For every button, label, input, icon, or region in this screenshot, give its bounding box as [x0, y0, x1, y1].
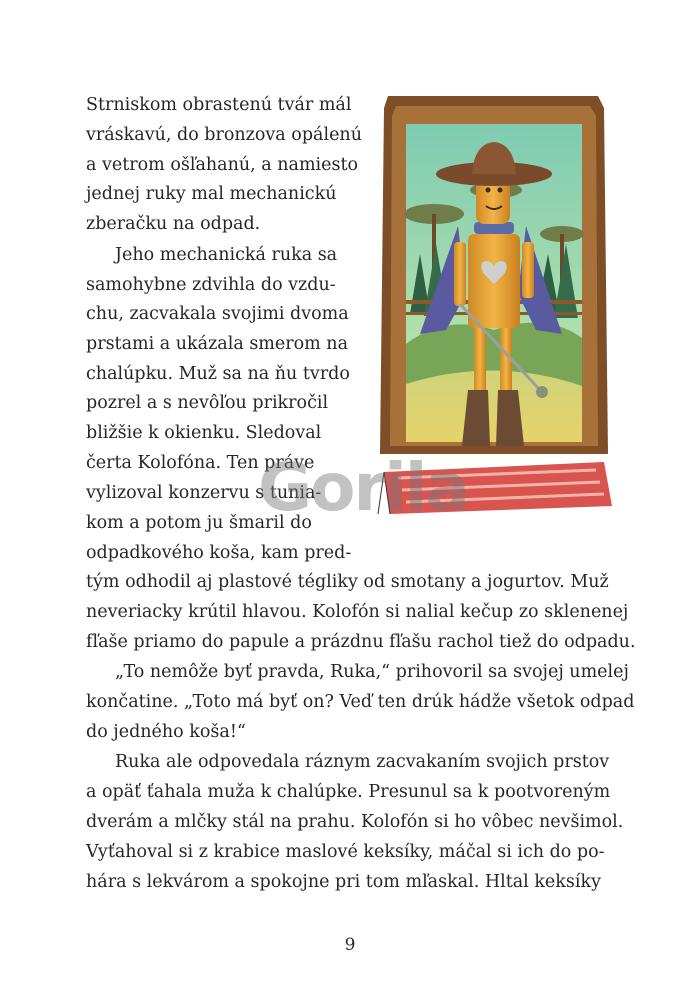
robot-arm-shape: [522, 242, 534, 298]
text-line: končatine. „Toto má byť on? Veď ten drúk hádže všetok odpad: [86, 692, 635, 712]
page-number: 9: [344, 935, 356, 955]
text-line: vylizoval konzervu s tunia-: [86, 483, 322, 503]
text-line: Ruka ale odpovedala ráznym zacvakaním svojich prstov: [115, 752, 610, 772]
robot-arm-shape: [454, 242, 466, 306]
text-line: prstami a ukázala smerom na: [86, 334, 349, 354]
text-line: bližšie k okienku. Sledoval: [86, 423, 322, 443]
eye-shape: [498, 188, 503, 193]
robot-leg-shape: [474, 324, 486, 396]
text-line: pozrel a s nevôľou prikročil: [86, 393, 329, 413]
ground-shape: [406, 370, 582, 442]
text-line: tým odhodil aj plastové tégliky od smotany a jogurtov. Muž: [86, 572, 609, 592]
text-line: hára s lekvárom a spokojne pri tom mľaskal. Hltal keksíky: [86, 872, 601, 892]
text-line: neveriacky krútil hlavou. Kolofón si nalial kečup zo sklenenej: [86, 602, 629, 622]
text-line: jednej ruky mal mechanickú: [86, 184, 337, 204]
text-line: a vetrom ošľahanú, a namiesto: [86, 155, 359, 175]
text-line: a opäť ťahala muža k chalúpke. Presunul sa k pootvoreným: [86, 782, 611, 802]
text-line: odpadkového koša, kam pred-: [86, 543, 352, 563]
text-line: „To nemôže byť pravda, Ruka,“ prihovoril sa svojej umelej: [115, 662, 629, 682]
text-line: chu, zacvakala svojimi dvoma: [86, 304, 349, 324]
text-line: Strniskom obrastenú tvár mál: [86, 95, 352, 115]
watermark-logo: Gorila: [258, 449, 468, 526]
text-line: kom a potom ju šmaril do: [86, 513, 312, 533]
eye-shape: [486, 188, 491, 193]
text-line: Vyťahoval si z krabice maslové keksíky, máčal si ich do po-: [86, 842, 605, 862]
text-line: do jedného koša!“: [86, 722, 246, 742]
text-line: vráskavú, do bronzova opálenú: [86, 125, 362, 145]
text-line: chalúpku. Muž sa na ňu tvrdo: [86, 364, 350, 384]
text-line: čerta Kolofóna. Ten práve: [86, 453, 315, 473]
text-line: fľaše priamo do papule a prázdnu fľašu rachol tiež do odpadu.: [86, 632, 636, 652]
text-line: samohybne zdvihla do vzdu-: [86, 275, 336, 295]
text-line: zberačku na odpad.: [86, 214, 261, 234]
text-line: dverám a mlčky stál na prahu. Kolofón si ho vôbec nevšimol.: [86, 812, 624, 832]
grabber-claw-shape: [536, 386, 548, 398]
text-line: Jeho mechanická ruka sa: [115, 245, 338, 265]
